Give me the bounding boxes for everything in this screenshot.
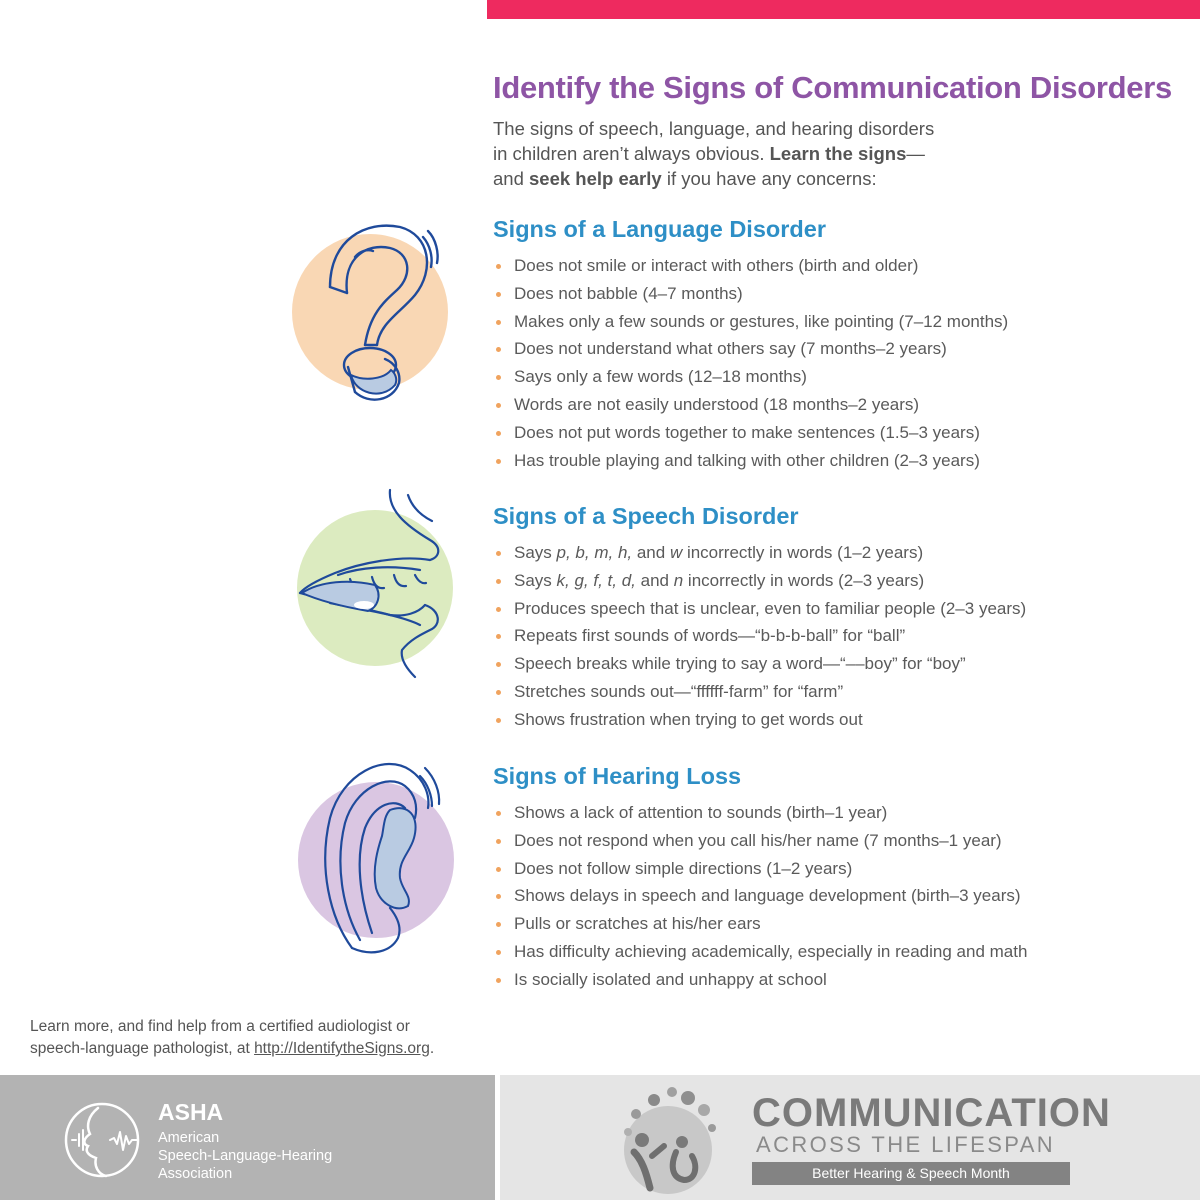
list-item: Says only a few words (12–18 months) — [493, 363, 1008, 391]
list-item: Does not understand what others say (7 months–2 years) — [493, 335, 1008, 363]
list-item: Does not follow simple directions (1–2 years) — [493, 855, 1027, 883]
mouth-icon — [290, 485, 470, 685]
list-item: Speech breaks while trying to say a word—“––boy” for “boy” — [493, 650, 1026, 678]
list-item: Says p, b, m, h, and w incorrectly in words (1–2 years) — [493, 539, 1026, 567]
list-item: Has difficulty achieving academically, especially in reading and math — [493, 938, 1027, 966]
page-title: Identify the Signs of Communication Disorders — [493, 70, 1172, 105]
list-item: Shows a lack of attention to sounds (birth–1 year) — [493, 799, 1027, 827]
list-item: Does not babble (4–7 months) — [493, 280, 1008, 308]
ear-icon — [290, 748, 470, 963]
list-item: Shows frustration when trying to get words out — [493, 706, 1026, 734]
hearing-signs-list — [493, 799, 1027, 994]
communication-lifespan-logo-icon — [612, 1080, 732, 1198]
section-title-speech: Signs of a Speech Disorder — [493, 503, 799, 529]
speech-signs-list — [493, 539, 1026, 734]
section-title-hearing: Signs of Hearing Loss — [493, 763, 742, 789]
list-item: Pulls or scratches at his/her ears — [493, 910, 1027, 938]
list-item: Does not put words together to make sentences (1.5–3 years) — [493, 419, 1008, 447]
learn-more-text: Learn more, and find help from a certified audiologist or speech-language pathologist, at http://IdentifytheSigns.org. — [30, 1018, 435, 1057]
asha-name: ASHA — [158, 1099, 224, 1125]
list-item: Shows delays in speech and language development (birth–3 years) — [493, 882, 1027, 910]
list-item: Makes only a few sounds or gestures, like pointing (7–12 months) — [493, 308, 1008, 336]
list-item: Does not smile or interact with others (birth and older) — [493, 252, 1008, 280]
campaign-subtitle: ACROSS THE LIFESPAN — [756, 1132, 1056, 1157]
campaign-tagline: Better Hearing & Speech Month — [752, 1162, 1070, 1185]
list-item: Has trouble playing and talking with other children (2–3 years) — [493, 447, 1008, 475]
list-item: Says k, g, f, t, d, and n incorrectly in words (2–3 years) — [493, 567, 1026, 595]
list-item: Words are not easily understood (18 months–2 years) — [493, 391, 1008, 419]
asha-logo-icon — [62, 1100, 148, 1182]
list-item: Repeats first sounds of words—“b-b-b-ball” for “ball” — [493, 622, 1026, 650]
question-mark-icon — [285, 215, 455, 415]
list-item: Produces speech that is unclear, even to familiar people (2–3 years) — [493, 595, 1026, 623]
list-item: Stretches sounds out—“ffffff-farm” for “farm” — [493, 678, 1026, 706]
intro-text: The signs of speech, language, and hearing disorders in children aren’t always obvious. Learn the signs— and seek help early if you have any concerns: — [493, 118, 935, 189]
section-title-language: Signs of a Language Disorder — [493, 216, 826, 242]
asha-full-name: American Speech-Language-Hearing Association — [158, 1130, 333, 1182]
list-item: Does not respond when you call his/her name (7 months–1 year) — [493, 827, 1027, 855]
accent-bar — [487, 0, 1200, 19]
identify-signs-link[interactable]: http://IdentifytheSigns.org — [254, 1040, 430, 1057]
list-item: Is socially isolated and unhappy at school — [493, 966, 1027, 994]
language-signs-list — [493, 252, 1008, 474]
campaign-title: COMMUNICATION — [752, 1091, 1111, 1135]
